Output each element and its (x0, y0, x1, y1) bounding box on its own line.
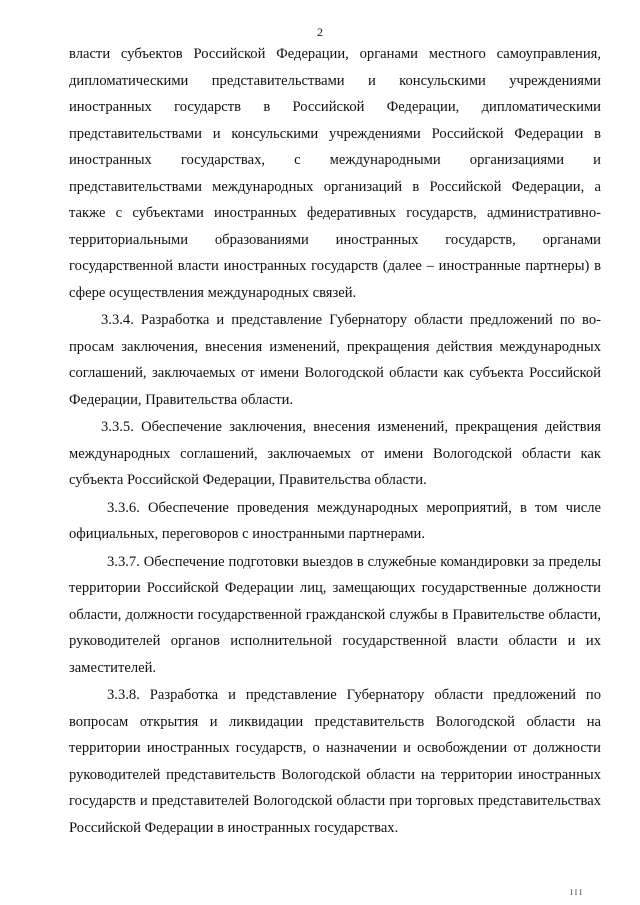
footer-mark: III (570, 888, 584, 897)
paragraph-3-3-4: 3.3.4. Разработка и представление Губернатору области предложений по вопросам заключения, внесения изменений, прекращения действия международных соглашений, заключаемых от имени Вологодской области как субъекта Российской Федерации, Правительства области. (69, 312, 601, 408)
paragraph-3-3-8: 3.3.8. Разработка и представление Губернатору области предложений по вопросам открытия и ликвидации представительств Вологодской области на территории иностранных государств, о назначении и освобождении от должности руководителей представительств Вологодской области на территории иностранных государств и представителей Вологодской области при торговых представительствах Российской Федерации в иностранных государствах. (69, 687, 601, 836)
paragraph-3-3-5: 3.3.5. Обеспечение заключения, внесения изменений, прекращения действия международных соглашений, заключаемых от имени Вологодской области как субъекта Российской Федерации, Правительства области. (69, 419, 601, 488)
paragraph-continuation: власти субъектов Российской Федерации, органами местного самоуправления, дипломатическими представительствами и консульскими учреждениями иностранных государств в Российской Федерации, дипломатическими представительствами и консульскими учреждениями Российской Федерации в иностранных государствах, с международными организациями и представительствами международных организаций в Российской Федерации, а также с субъектами иностранных федеративных государств, административно-территориальными образованиями иностранных государств, органами государственной власти иностранных государств (далее – иностранные партнеры) в сфере осуществления международных связей. (69, 46, 601, 301)
page-number: 2 (317, 25, 323, 39)
paragraph-3-3-7: 3.3.7. Обеспечение подготовки выездов в служебные командировки за пределы территории Российской Федерации лиц, замещающих государственные должности области, должности государственной гражданской службы в Правительстве области, руководителей органов исполнительной государственной власти области и их заместителей. (69, 553, 601, 676)
document-body (69, 41, 601, 841)
paragraph-3-3-6: 3.3.6. Обеспечение проведения международных мероприятий, в том числе официальных, переговоров с иностранными партнерами. (69, 499, 601, 542)
